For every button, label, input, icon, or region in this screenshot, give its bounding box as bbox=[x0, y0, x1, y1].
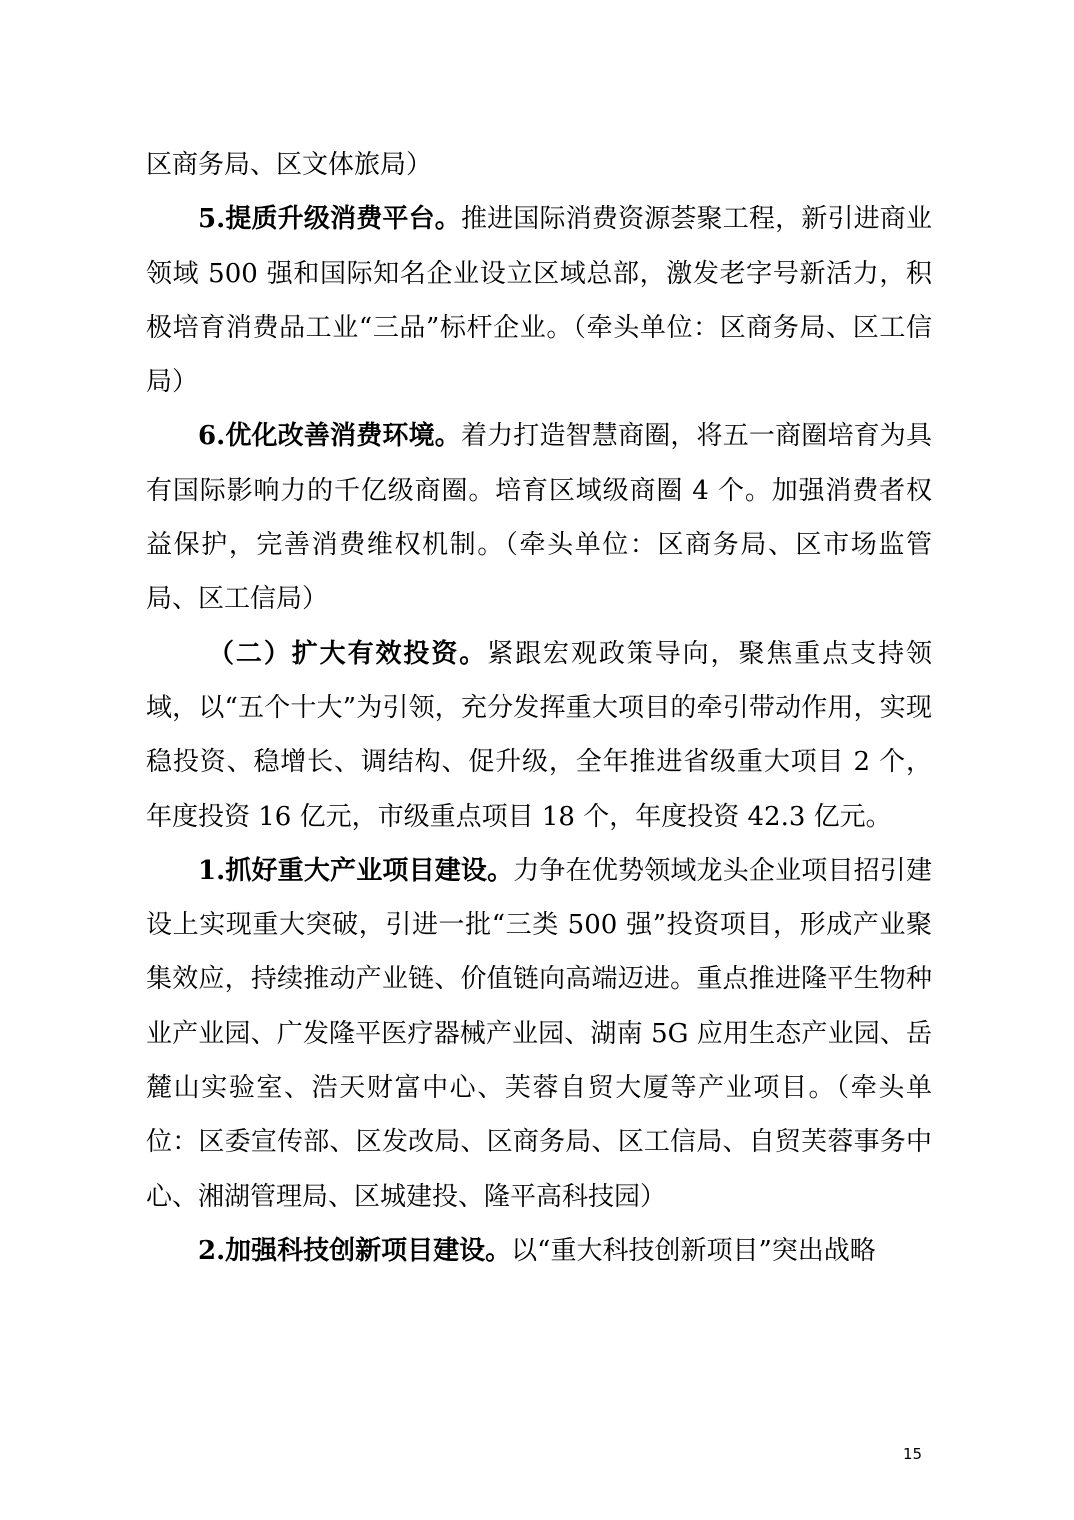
paragraph-continuation bbox=[146, 138, 932, 192]
paragraph-body: 紧跟宏观政策导向，聚焦重点支持领域，以“五个十大”为引领，充分发挥重大项目的牵引带动作用，实现稳投资、稳增长、调结构、促升级，全年推进省级重大项目 2 个，年度投资 16 亿元，市级重点项目 18 个，年度投资 42.3 亿元。 bbox=[146, 638, 932, 832]
paragraph-heading: 6.优化改善消费环境。 bbox=[198, 421, 461, 452]
paragraph-body: 着力打造智慧商圈，将五一商圈培育为具有国际影响力的千亿级商圈。培育区域级商圈 4 个。加强消费者权益保护，完善消费维权机制。（牵头单位：区商务局、区市场监管局、区工信局） bbox=[146, 421, 932, 615]
document-page bbox=[146, 138, 932, 1278]
section-heading: （二）扩大有效投资。 bbox=[208, 638, 488, 669]
paragraph-body: 推进国际消费资源荟聚工程，新引进商业领域 500 强和国际知名企业设立区域总部，激发老字号新活力，积极培育消费品工业“三品”标杆企业。（牵头单位：区商务局、区工信局） bbox=[146, 204, 932, 398]
paragraph-consumption-environment bbox=[146, 409, 932, 626]
paragraph-body: 力争在优势领域龙头企业项目招引建设上实现重大突破，引进一批“三类 500 强”投资项目，形成产业聚集效应，持续推动产业链、价值链向高端迈进。重点推进隆平生物种业产业园、广发隆平医疗器械产业园、湖南 5G 应用生态产业园、岳麓山实验室、浩天财富中心、芙蓉自贸大厦等产业项目。（牵头单位：区委宣传部、区发改局、区商务局、区工信局、自贸芙蓉事务中心、湘湖管理局、区城建投、隆平高科技园） bbox=[146, 855, 932, 1212]
page-number: 15 bbox=[903, 1445, 923, 1463]
paragraph-innovation-projects bbox=[146, 1224, 932, 1278]
paragraph-heading: 2.加强科技创新项目建设。 bbox=[198, 1235, 512, 1266]
paragraph-industrial-projects bbox=[146, 844, 932, 1224]
paragraph-heading: 1.抓好重大产业项目建设。 bbox=[198, 855, 514, 886]
paragraph-body: 区商务局、区文体旅局） bbox=[146, 150, 433, 180]
paragraph-heading: 5.提质升级消费平台。 bbox=[198, 204, 461, 235]
paragraph-consumption-platform bbox=[146, 192, 932, 409]
paragraph-body: 以“重大科技创新项目”突出战略 bbox=[511, 1235, 876, 1266]
paragraph-effective-investment bbox=[146, 627, 932, 844]
